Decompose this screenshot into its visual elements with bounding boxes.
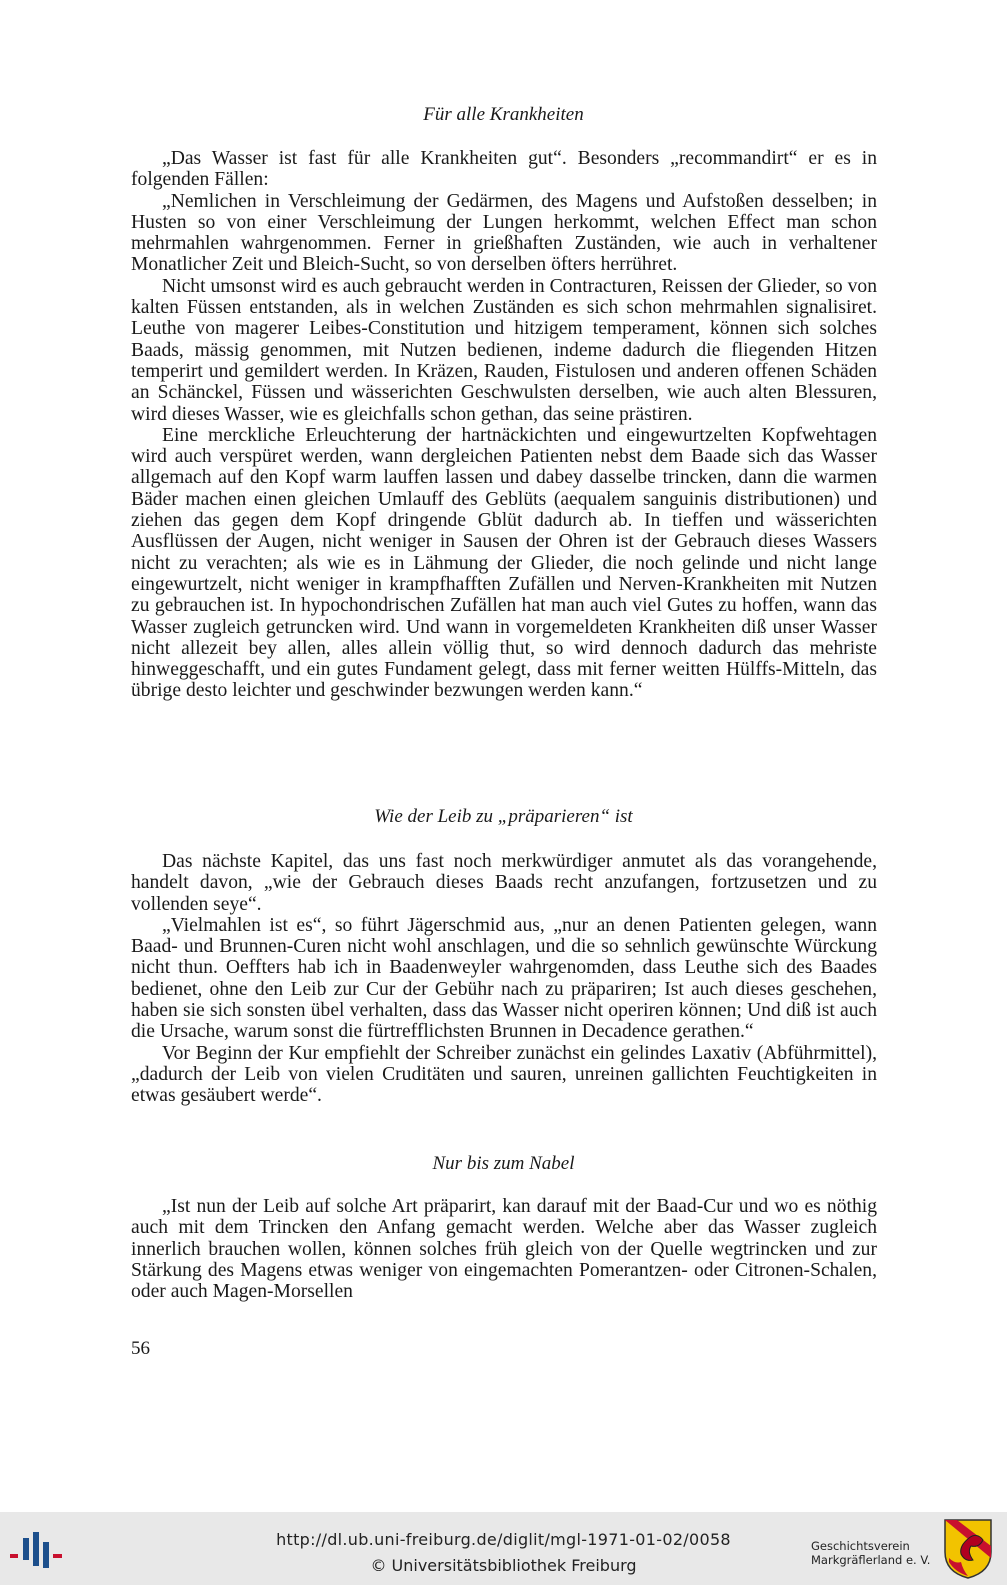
section-heading-all-illnesses: Für alle Krankheiten (423, 104, 584, 125)
paragraph: Nicht umsonst wird es auch gebraucht werden in Contracturen, Reissen der Glieder, so von kalten Füssen entstanden, als in welchen Zuständen es sich schon mehrmahlen signalisiret. Leuthe von magerer Leibes-Constitution und hitzigem temperament, können sich solches Baads, mässig genommen, mit Nutzen bedienen, indeme dadurch die fliegenden Hitzen temperirt und gemildert werden. In Kräzen, Rauden, Fistulosen und anderen offenen Schäden an Schänckel, Füssen und wässerichten Geschwulsten derselben, wie auch alten Blessuren, wird dieses Wasser, wie es gleichfalls schon gethan, das seine prästiren. (131, 275, 877, 425)
section2-body (131, 851, 877, 1107)
section-heading-prepare-body: Wie der Leib zu „präparieren“ ist (374, 806, 633, 827)
paragraph: „Vielmahlen ist es“, so führt Jägerschmid aus, „nur an denen Patienten gelegen, wann Baad- und Brunnen-Curen nicht wohl anschlagen, und die so sehnlich gewünschte Würckung nicht thun. Oeffters hab ich in Baadenweyler wahrgenomden, dass Leuthe sich des Baades bedienet, ohne den Leib zur Cur der Gebühr nach zu präpariren; Ist auch dieses geschehen, haben sie sich sonsten übel verhalten, dass das Wasser nicht operiren können; Und diß ist auch die Ursache, warum sonst die fürtrefflichsten Brunnen in Decadence gerathen.“ (131, 914, 877, 1043)
paragraph: Eine merckliche Erleuchterung der hartnäckichten und eingewurtzelten Kopfwehtagen wird auch verspüret werden, wann dergleichen Patienten nebst dem Baade sich das Wasser allgemach auf den Kopf warm lauffen lassen und dabey dasselbe trincken, dann die warmen Bäder machen einen gleichen Umlauff des Geblüts (aequalem sanguinis distributionen) und ziehen das gegen dem Kopf dringende Gblüt dadurch ab. In tieffen und wässerichten Ausflüssen der Augen, nicht weniger in Sausen der Ohren ist der Gebrauch dieses Wassers nicht zu verachten; als wie es in Lähmung der Glieder, die noch gelinde und nicht lange eingewurtzelt, nicht weniger in krampfhafften Zufällen und Nerven-Krankheiten mit Nutzen zu gebrauchen ist. In hypochondrischen Zufällen hat man auch viel Gutes zu hoffen, wann das Wasser zugleich getruncken wird. Und wann in vorgemeldeten Krankheiten diß unser Wasser nicht allezeit bey allen, alles allein völlig thut, so wird dennoch dadurch das mehriste hinweggeschafft, und ein gutes Fundament gelegt, dass mit ferner weitten Hülffs-Mitteln, das übrige desto leichter und geschwinder bezwungen werden kann.“ (131, 424, 877, 702)
society-name-line1: Geschichtsverein (811, 1539, 910, 1553)
coat-of-arms-icon (943, 1518, 993, 1580)
section-heading-navel: Nur bis zum Nabel (432, 1153, 575, 1174)
footer-bar (0, 1512, 1007, 1585)
society-name (811, 1539, 941, 1567)
paragraph: Vor Beginn der Kur empfiehlt der Schreiber zunächst ein gelindes Laxativ (Abführmittel), „dadurch der Leib von vielen Cruditäten und sauren, unreinen gallichten Feuchtigkeiten in etwas gesäubert werde“. (131, 1042, 877, 1107)
section3-body (131, 1196, 877, 1302)
society-name-line2: Markgräflerland e. V. (811, 1553, 931, 1567)
paragraph: Das nächste Kapitel, das uns fast noch merkwürdiger anmutet als das vorangehende, handelt davon, „wie der Gebrauch dieses Baads recht anzufangen, fortzusetzen und zu vollenden seye“. (131, 851, 877, 915)
paragraph: „Nemlichen in Verschleimung der Gedärmen, des Magens und Aufstoßen desselben; in Husten so von einer Verschleimung der Lungen herkommt, welchen Effect man schon mehrmahlen wahrgenommen. Ferner in grießhaften Zuständen, wie auch in verhaltener Monatlicher Zeit und Bleich-Sucht, so von derselben öfters herrühret. (131, 190, 877, 276)
document-url-link[interactable]: http://dl.ub.uni-freiburg.de/diglit/mgl-1971-01-02/0058 (276, 1530, 731, 1549)
copyright-notice: © Universitätsbibliothek Freiburg (370, 1556, 637, 1575)
paragraph: „Das Wasser ist fast für alle Krankheiten gut“. Besonders „recommandirt“ er es in folgenden Fällen: (131, 148, 877, 191)
page-number: 56 (131, 1338, 150, 1359)
paragraph: „Ist nun der Leib auf solche Art präparirt, kan darauf mit der Baad-Cur und wo es nöthig auch mit dem Trincken den Anfang gemacht werden. Welche aber das Wasser zugleich innerlich brauchen wollen, können solches früh gleich von der Quelle wegtrincken und zur Stärkung des Magens etwas weniger von eingemachten Pomerantzen- oder Citronen-Schalen, oder auch Magen-Morsellen (131, 1196, 877, 1303)
section1-body (131, 148, 877, 702)
